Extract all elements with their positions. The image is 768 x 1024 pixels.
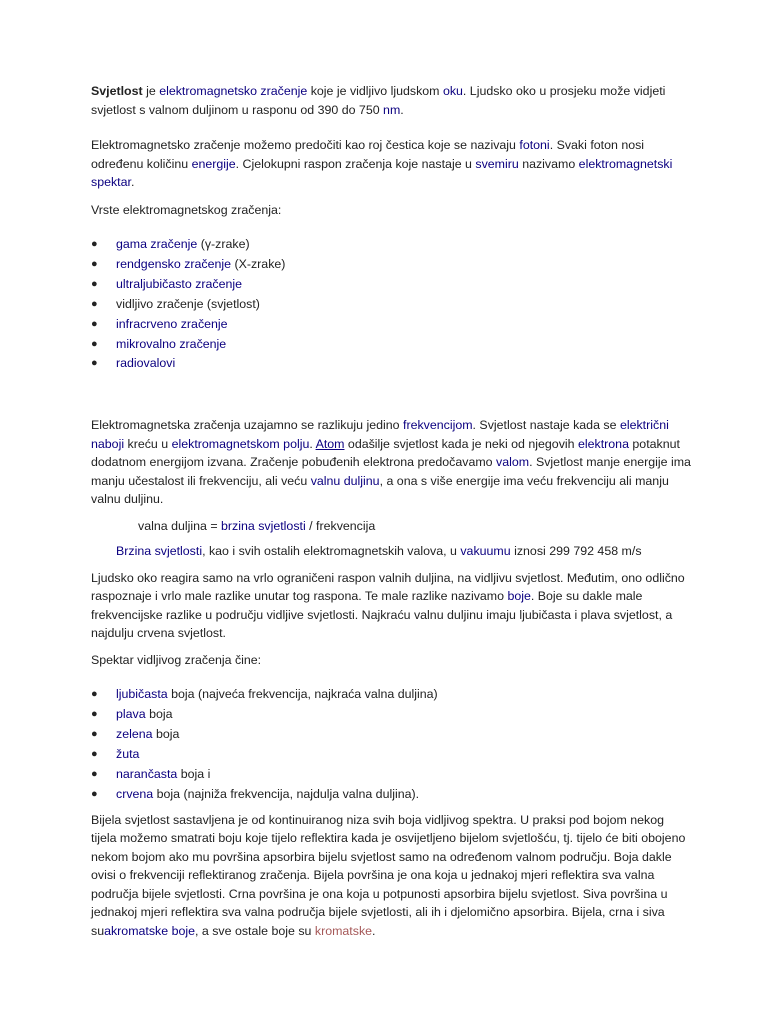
link-crvena[interactable]: crvena: [116, 786, 154, 801]
bullet-icon: ●: [91, 787, 98, 800]
speed-of-light-line: Brzina svjetlosti, kao i svih ostalih elektromagnetskih valova, u vakuumu iznosi 299 792 458 m/s: [116, 544, 642, 559]
link-elektromagnetsko-zracenje[interactable]: elektromagnetsko zračenje: [159, 84, 308, 98]
link-gama-zracenje[interactable]: gama zračenje: [116, 237, 198, 251]
list-item: ● ljubičasta boja (najveća frekvencija, najkraća valna duljina): [91, 685, 691, 705]
radiation-types-list: [91, 235, 691, 374]
link-valom[interactable]: valom: [496, 455, 530, 470]
link-elektrona[interactable]: elektrona: [577, 436, 629, 451]
link-nm[interactable]: nm: [383, 102, 401, 117]
list-item: [91, 275, 691, 295]
bullet-icon: ●: [91, 708, 98, 721]
radiation-types-heading: Vrste elektromagnetskog zračenja:: [91, 202, 282, 217]
bullet-icon: ●: [91, 238, 98, 250]
intro-paragraph: Svjetlost je elektromagnetsko zračenje koje je vidljivo ljudskom oku. Ljudsko oko u prosjeku može vidjeti svjetlost s valnom duljinom u rasponu od 390 do 750 nm.: [91, 84, 666, 117]
link-mikrovalno-zracenje[interactable]: mikrovalno zračenje: [116, 336, 227, 351]
link-brzina-svjetlosti-2[interactable]: Brzina svjetlosti: [116, 544, 203, 559]
link-elektricni-naboji[interactable]: električni naboji: [91, 418, 669, 451]
visible-colors-list: [91, 685, 691, 804]
list-item: ● gama zračenje (γ-zrake): [91, 235, 691, 255]
list-item: [91, 315, 691, 335]
list-item: [91, 354, 691, 374]
list-item: ● rendgensko zračenje (X-zrake): [91, 255, 691, 275]
bullet-icon: ●: [91, 357, 98, 370]
bullet-icon: ●: [91, 337, 98, 350]
list-item: [91, 335, 691, 355]
bullet-icon: ●: [91, 317, 98, 330]
link-kromatske[interactable]: kromatske: [314, 923, 373, 938]
link-brzina-svjetlosti[interactable]: brzina svjetlosti: [221, 518, 306, 533]
link-elektromagnetski-spektar[interactable]: elektromagnetski spektar: [91, 156, 673, 189]
link-frekvencijom[interactable]: frekvencijom: [403, 418, 473, 433]
bullet-icon: ●: [91, 257, 98, 270]
list-item: ● vidljivo zračenje (svjetlost): [91, 295, 691, 315]
link-zelena[interactable]: zelena: [116, 727, 153, 742]
link-zuta[interactable]: žuta: [116, 747, 140, 762]
link-vakuumu[interactable]: vakuumu: [460, 544, 511, 559]
list-item: ● plava boja: [91, 705, 691, 725]
link-elektromagnetskom-polju[interactable]: elektromagnetskom polju: [171, 436, 310, 451]
photon-paragraph: Elektromagnetsko zračenje možemo predočiti kao roj čestica koje se nazivaju fotoni. Svaki foton nosi određenu količinu energije. Cjelokupni raspon zračenja koje nastaje u svemiru nazivamo elektromagnetski spektar.: [91, 138, 673, 189]
link-energije[interactable]: energije: [191, 156, 236, 171]
bullet-icon: ●: [91, 277, 98, 290]
link-narancasta[interactable]: narančasta: [116, 766, 178, 781]
link-rendgensko-zracenje[interactable]: rendgensko zračenje: [116, 256, 232, 271]
list-item: [91, 745, 691, 765]
link-ultraljubicasto-zracenje[interactable]: ultraljubičasto zračenje: [116, 276, 243, 291]
bullet-icon: ●: [91, 728, 98, 741]
bullet-icon: ●: [91, 297, 98, 310]
link-oko[interactable]: oku: [442, 84, 463, 98]
link-radiovalovi[interactable]: radiovalovi: [116, 356, 176, 371]
link-akromatske-boje[interactable]: akromatske boje: [104, 923, 196, 938]
list-item: ● zelena boja: [91, 725, 691, 745]
link-fotoni[interactable]: fotoni: [519, 138, 550, 152]
link-boje[interactable]: boje: [507, 589, 531, 604]
white-light-paragraph: Bijela svjetlost sastavljena je od kontinuiranog niza svih boja vidljivog spektra. U praksi pod bojom nekog tijela možemo smatrati boju koje tijelo reflektira kada je osvijetljeno bijelom svjetlošću, tj. tijelo će biti obojeno nekom bojom ako mu površina apsorbira bijelu svjetlost samo na određenom valnom području. Boja dakle ovisi o frekvenciji reflektiranog zračenja. Bijela površina je ona koja u jednakoj mjeri reflektira sva valna područja bijele svjetlosti. Crna površina je ona koja u potpunosti apsorbira bijelu svjetlost. Siva površina u jednakoj mjeri reflektira sva valna područja bijele svjetlosti, ali ih i djelomično apsorbira. Bijela, crna i siva suakromatske boje, a sve ostale boje su kromatske.: [91, 812, 686, 938]
list-item: ● narančasta boja i: [91, 765, 691, 785]
bullet-icon: ●: [91, 748, 98, 761]
article-title: Svjetlost: [91, 84, 143, 98]
link-valnu-duljinu[interactable]: valnu duljinu: [310, 473, 380, 488]
link-ljubicasta[interactable]: ljubičasta: [116, 687, 168, 702]
colors-paragraph: Ljudsko oko reagira samo na vrlo ograničeni raspon valnih duljina, na vidljivu svjetlost. Međutim, ono odlično raspoznaje i vrlo male razlike unutar tog raspona. Te male razlike nazivamo boje. Boje su dakle male frekvencijske razlike u području vidljive svjetlosti. Najkraću valnu duljinu imaju ljubičasta i plava svjetlost, a najdulju crvena svjetlost.: [91, 570, 685, 641]
visible-spectrum-heading: Spektar vidljivog zračenja čine:: [91, 652, 262, 667]
wavelength-formula: valna duljina = brzina svjetlosti / frekvencija: [138, 518, 376, 533]
list-item: ● crvena boja (najniža frekvencija, najdulja valna duljina).: [91, 785, 691, 805]
link-atom[interactable]: Atom: [315, 436, 345, 451]
frequency-paragraph: Elektromagnetska zračenja uzajamno se razlikuju jedino frekvencijom. Svjetlost nastaje kada se električni naboji kreću u elektromagnetskom polju. Atom odašilje svjetlost kada je neki od njegovih elektrona potaknut dodatnom energijom izvana. Zračenje pobuđenih elektrona predočavamo valom. Svjetlost manje energije ima manju učestalost ili frekvenciju, ali veću valnu duljinu, a ona s više energije ima veću frekvenciju ali manju valnu duljinu.: [91, 418, 691, 507]
link-plava[interactable]: plava: [116, 707, 146, 722]
bullet-icon: ●: [91, 688, 98, 701]
article-body: [91, 82, 691, 940]
bullet-icon: ●: [91, 767, 98, 780]
link-svemiru[interactable]: svemiru: [475, 156, 519, 171]
link-infracrveno-zracenje[interactable]: infracrveno zračenje: [116, 316, 228, 331]
